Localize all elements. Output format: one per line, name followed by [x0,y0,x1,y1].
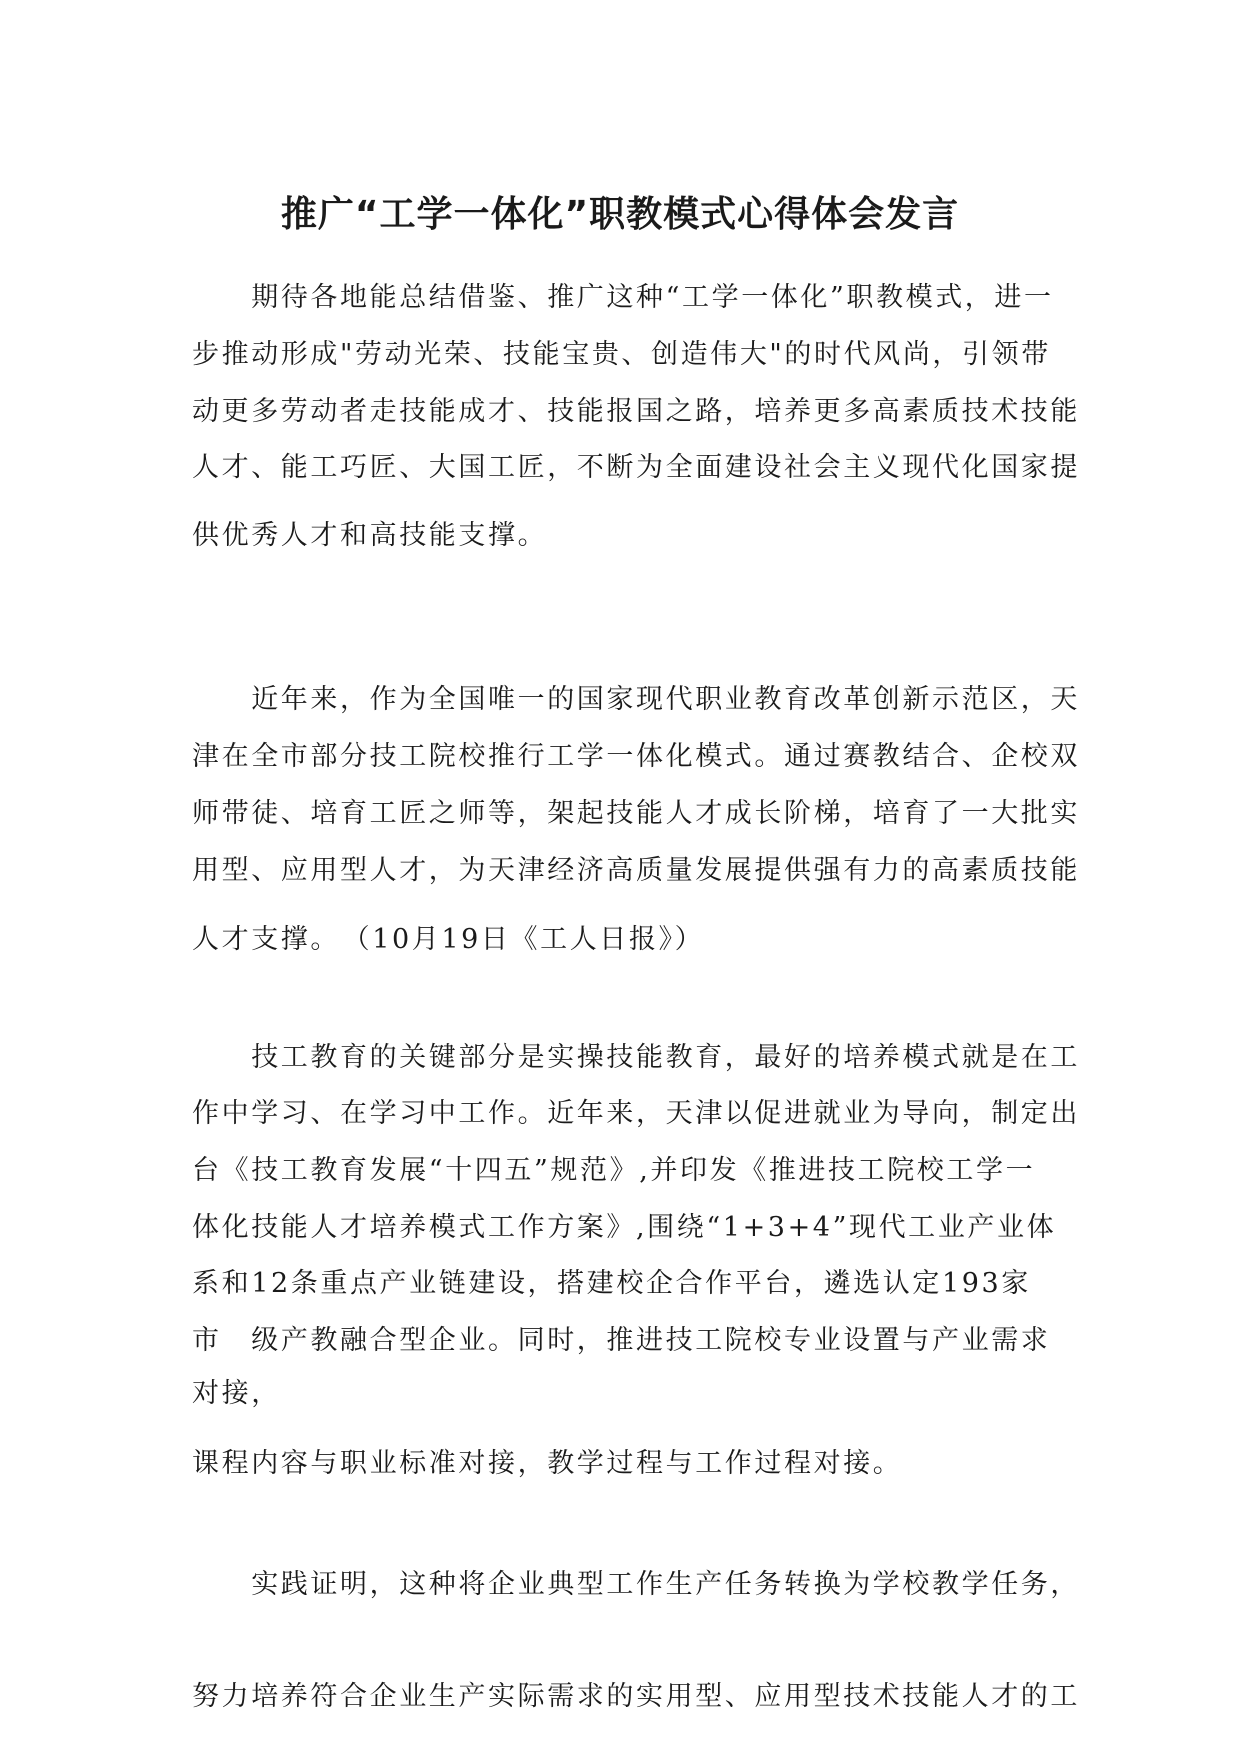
paragraph-line: 用型、应用型人才，为天津经济高质量发展提供强有力的高素质技能 [192,855,1080,886]
paragraph-line: 实践证明，这种将企业典型工作生产任务转换为学校教学任务， [192,1569,1080,1600]
paragraph-line: 技工教育的关键部分是实操技能教育，最好的培养模式就是在工 [192,1042,1080,1073]
paragraph-line: 努力培养符合企业生产实际需求的实用型、应用型技术技能人才的工 [192,1681,1080,1712]
paragraph-4 [192,1569,1080,1712]
paragraph-line: 近年来，作为全国唯一的国家现代职业教育改革创新示范区，天 [192,684,1080,715]
paragraph-line: 系和12条重点产业链建设，搭建校企合作平台，遴选认定193家 [192,1268,1031,1299]
paragraph-line: 体化技能人才培养模式工作方案》,围绕“1+3+4”现代工业产业体 [192,1212,1057,1243]
paragraph-line: 人才、能工巧匠、大国工匠，不断为全面建设社会主义现代化国家提 [192,452,1080,483]
document-title: 推广“工学一体化”职教模式心得体会发言 [280,194,960,235]
paragraph-line: 对接， [192,1378,281,1409]
paragraph-line: 津在全市部分技工院校推行工学一体化模式。通过赛教结合、企校双 [192,741,1080,772]
paragraph-line: 供优秀人才和高技能支撑。 [192,520,548,551]
paragraph-3 [192,1042,1080,1479]
paragraph-line: 课程内容与职业标准对接，教学过程与工作过程对接。 [192,1448,903,1479]
paragraph-line: 市 级产教融合型企业。同时，推进技工院校专业设置与产业需求 [192,1325,1051,1356]
paragraph-2 [192,684,1080,955]
paragraph-line: 人才支撑。 （10月19日《工人日报》） [192,924,705,955]
paragraph-1 [192,282,1080,551]
paragraph-line: 师带徒、培育工匠之师等，架起技能人才成长阶梯，培育了一大批实 [192,798,1080,829]
paragraph-line: 作中学习、在学习中工作。近年来，天津以促进就业为导向，制定出 [192,1098,1080,1129]
paragraph-line: 步推动形成"劳动光荣、技能宝贵、创造伟大"的时代风尚，引领带 [192,339,1051,370]
paragraph-line: 期待各地能总结借鉴、推广这种“工学一体化”职教模式，进一 [192,282,1054,313]
paragraph-line: 台《技工教育发展“十四五”规范》,并印发《推进技工院校工学一 [192,1155,1036,1186]
paragraph-line: 动更多劳动者走技能成才、技能报国之路，培养更多高素质技术技能 [192,396,1080,427]
